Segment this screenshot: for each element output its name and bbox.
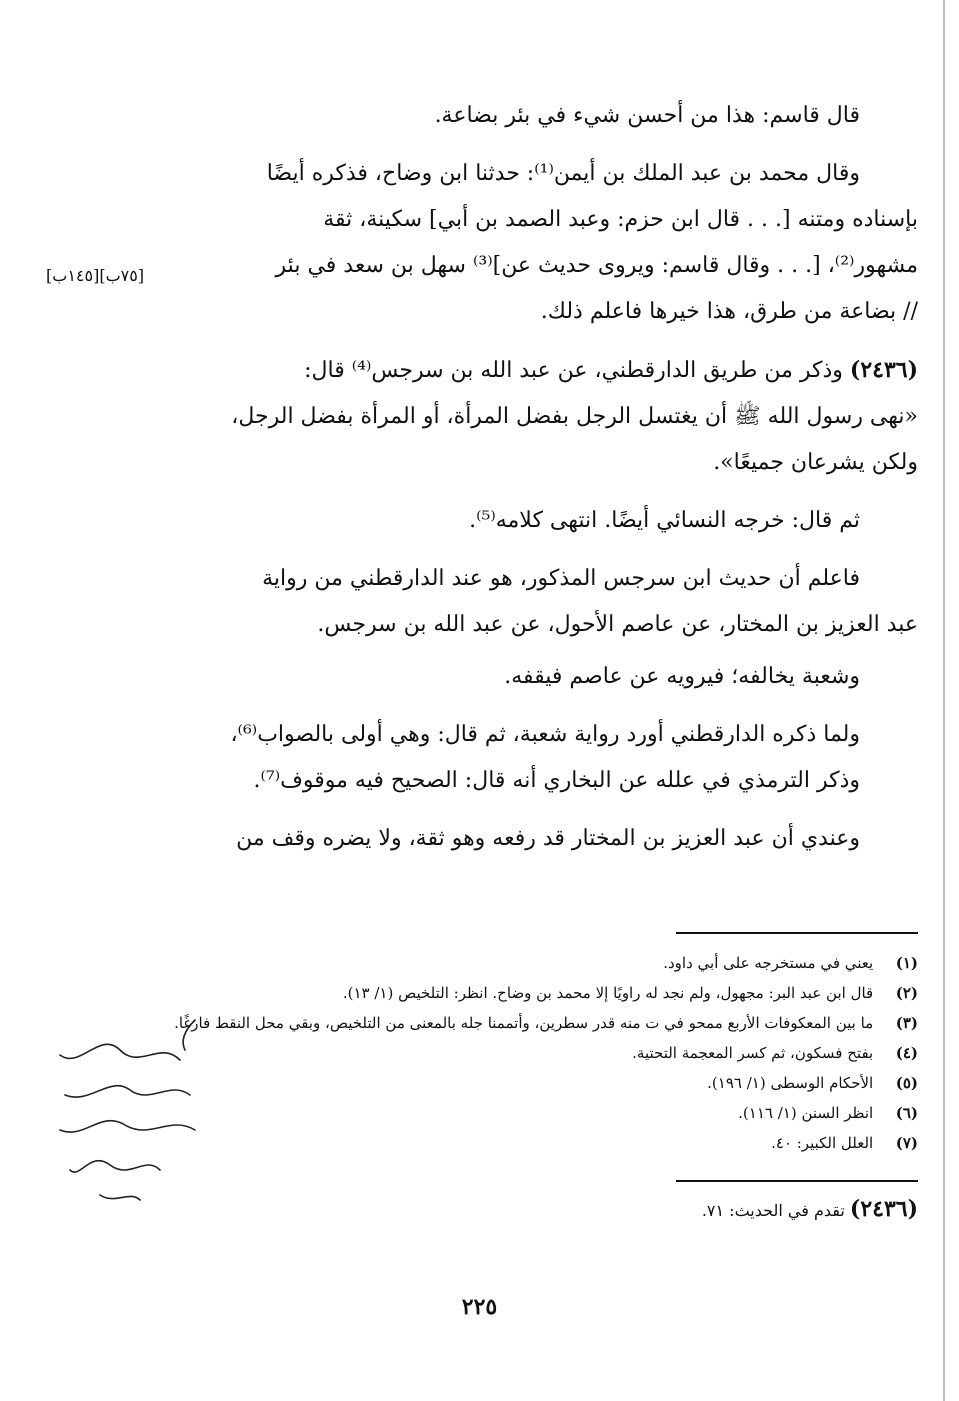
footnote-item: [206, 1038, 918, 1068]
main-text: [198, 93, 918, 862]
margin-reference: [٧٥ب][١٤٥ب]: [46, 266, 145, 285]
footnote-separator: [676, 932, 918, 934]
text-line: «نهى رسول الله ﷺ أن يغتسل الرجل بفضل المرأة، أو المرأة بفضل الرجل،: [231, 404, 918, 429]
footnote-text: انظر السنن (١/ ١١٦).: [738, 1104, 874, 1122]
footnote-number: (١): [895, 954, 918, 972]
footnote-number: (٥): [895, 1074, 918, 1092]
history-hadith-number: (٢٤٣٦): [849, 1196, 918, 1222]
text-line: وذكر الترمذي في علله عن البخاري أنه قال: الصحيح فيه موقوف⁽⁷⁾.: [253, 768, 860, 793]
paragraph-7: [198, 712, 918, 804]
text-line: وذكر من طريق الدارقطني، عن عبد الله بن سرجس⁽⁴⁾ قال:: [304, 358, 843, 383]
footnotes: [174, 948, 918, 1158]
text-line: وشعبة يخالفه؛ فيرويه عن عاصم فيقفه.: [504, 664, 860, 689]
footnote-number: (٤): [895, 1044, 918, 1062]
history-text: تقدم في الحديث: ٧١.: [701, 1201, 845, 1220]
footnote-number: (٢): [895, 984, 918, 1002]
footnote-number: (٧): [895, 1134, 918, 1152]
hadith-history: [206, 1196, 918, 1222]
footnote-item: [206, 978, 918, 1008]
text-line: ثم قال: خرجه النسائي أيضًا. انتهى كلامه⁽⁵⁾.: [469, 508, 860, 533]
page-edge-line: [943, 0, 945, 1401]
footnote-item: [174, 1008, 918, 1038]
footnote-text: يعني في مستخرجه على أبي داود.: [663, 954, 874, 972]
footnote-item: [206, 948, 918, 978]
handwritten-note-icon: [20, 1000, 220, 1210]
text-line: وعندي أن عبد العزيز بن المختار قد رفعه وهو ثقة، ولا يضره وقف من: [236, 826, 860, 851]
text-line: فاعلم أن حديث ابن سرجس المذكور، هو عند الدارقطني من رواية: [262, 566, 860, 591]
footnote-text: قال ابن عبد البر: مجهول، ولم نجد له راويًا إلا محمد بن وضاح. انظر: التلخيص (١/ ١٣).: [342, 984, 874, 1002]
history-separator: [676, 1180, 918, 1182]
footnote-item: [206, 1128, 918, 1158]
paragraph-3: [198, 347, 918, 486]
text-line: ولما ذكره الدارقطني أورد رواية شعبة، ثم قال: وهي أولى بالصواب⁽⁶⁾،: [230, 722, 860, 747]
footnote-text: العلل الكبير: ٤٠.: [771, 1134, 874, 1152]
paragraph-8: [198, 816, 918, 862]
text-line: ولكن يشرعان جميعًا».: [713, 450, 918, 475]
text-line: قال قاسم: هذا من أحسن شيء في بئر بضاعة.: [434, 103, 860, 128]
page-number: ٢٢٥: [461, 1294, 498, 1320]
footnote-item: [206, 1098, 918, 1128]
paragraph-2: [198, 151, 918, 335]
footnote-text: ما بين المعكوفات الأربع ممحو في ت منه قدر سطرين، وأتممنا جله بالمعنى من التلخيص، وبقي محل النقط فارغًا.: [174, 1014, 874, 1032]
text-line: بإسناده ومتنه [. . . قال ابن حزم: وعبد الصمد بن أبي] سكينة، ثقة: [323, 207, 918, 232]
paragraph-6: [198, 654, 918, 700]
footnote-number: (٦): [895, 1104, 918, 1122]
text-line: مشهور⁽²⁾، [. . . وقال قاسم: ويروى حديث عن]⁽³⁾ سهل بن سعد في بئر: [275, 253, 918, 278]
footnote-number: (٣): [895, 1014, 918, 1032]
paragraph-4: [198, 498, 918, 544]
text-line: وقال محمد بن عبد الملك بن أيمن⁽¹⁾: حدثنا ابن وضاح، فذكره أيضًا: [266, 161, 860, 186]
footnote-text: الأحكام الوسطى (١/ ١٩٦).: [707, 1074, 874, 1092]
text-line: // بضاعة من طرق، هذا خيرها فاعلم ذلك.: [540, 299, 918, 324]
footnote-item: [206, 1068, 918, 1098]
paragraph-1: [198, 93, 918, 139]
text-line: عبد العزيز بن المختار، عن عاصم الأحول، عن عبد الله بن سرجس.: [317, 612, 918, 637]
footnote-text: بفتح فسكون، ثم كسر المعجمة التحتية.: [632, 1044, 874, 1062]
paragraph-5: [198, 556, 918, 648]
hadith-number: (٢٤٣٦): [849, 357, 918, 383]
